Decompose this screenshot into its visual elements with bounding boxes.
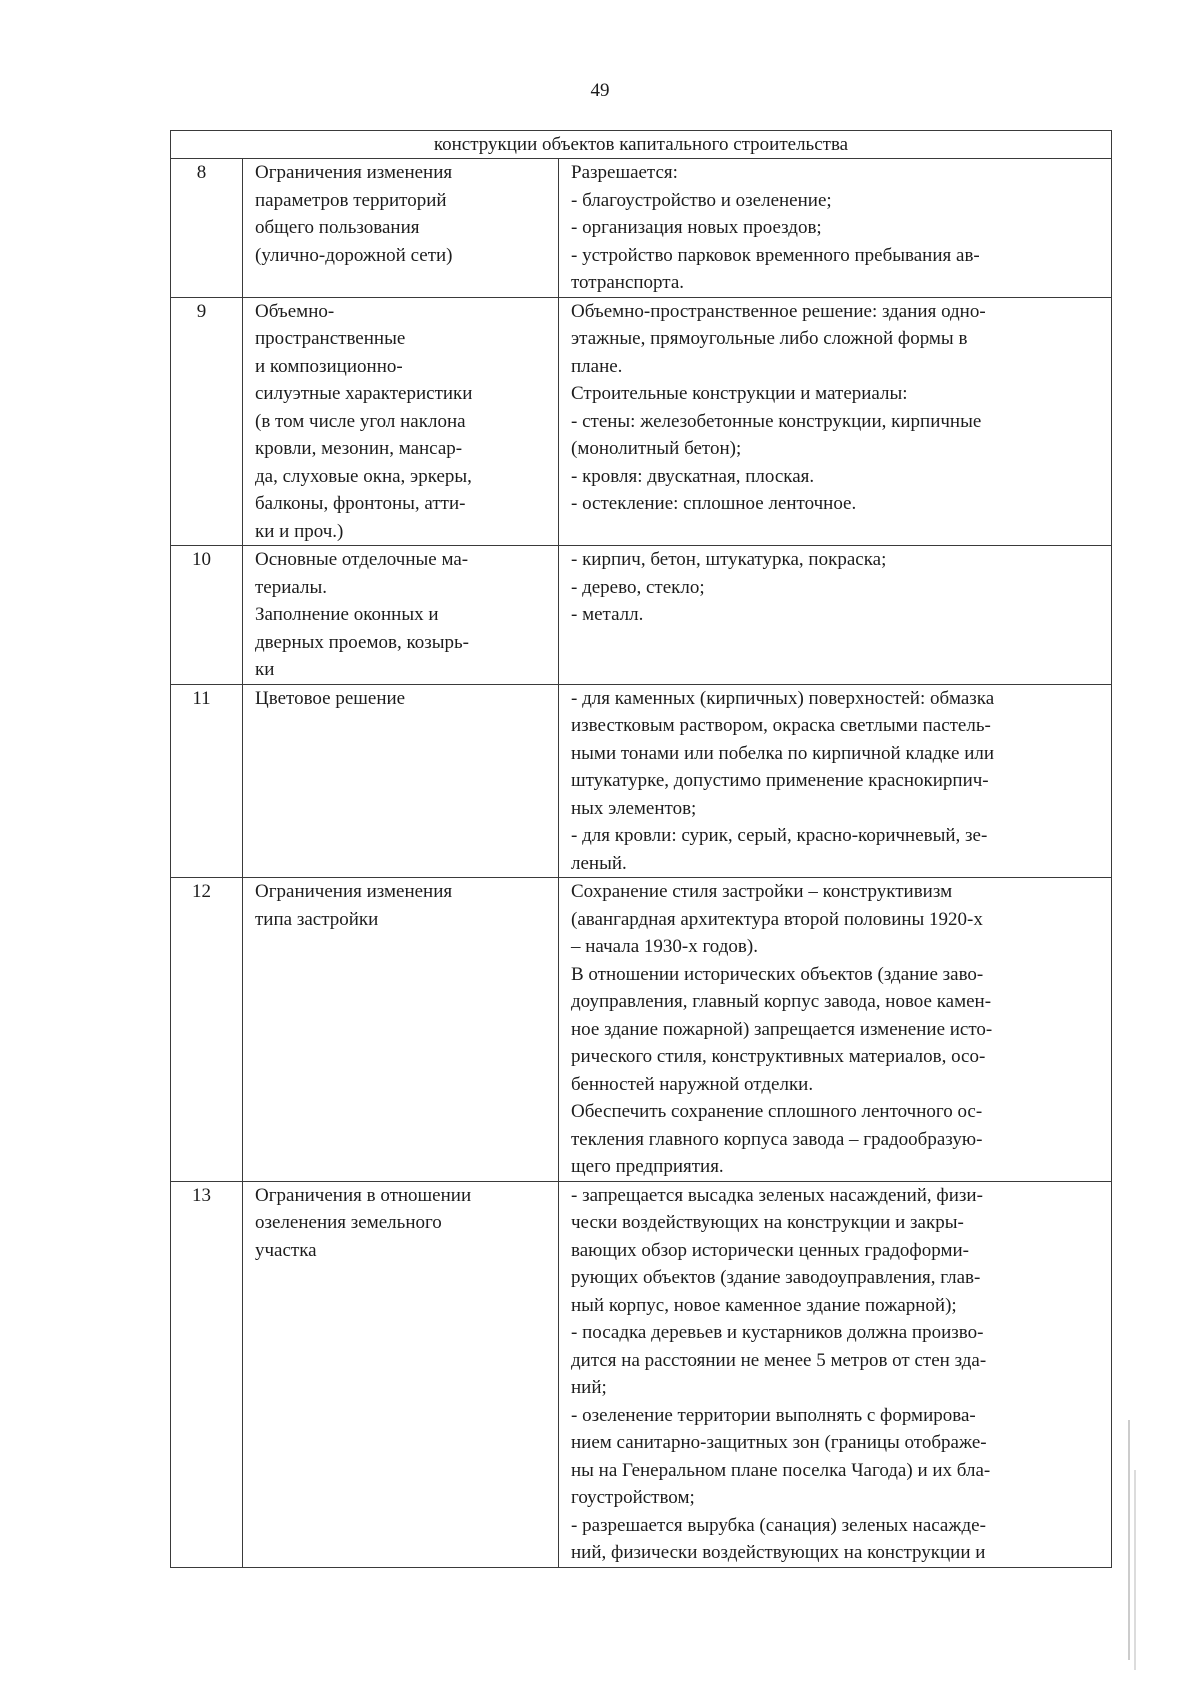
text-line: (монолитный бетон); bbox=[571, 438, 742, 459]
table-row bbox=[171, 1181, 1112, 1567]
description-cell bbox=[559, 297, 1112, 546]
text-line: озеленения земельного bbox=[255, 1212, 442, 1233]
regulations-table bbox=[170, 130, 1112, 1568]
text-line: плане. bbox=[571, 355, 623, 377]
text-line: Сохранение стиля застройки – конструктивизм bbox=[571, 881, 953, 902]
text-line: Строительные конструкции и материалы: bbox=[571, 383, 908, 404]
text-line: Ограничения в отношении bbox=[255, 1184, 472, 1206]
text-line: Цветовое решение bbox=[255, 687, 406, 709]
text-line: рующих объектов (здание заводоуправления, глав- bbox=[571, 1267, 981, 1288]
description-cell bbox=[559, 1181, 1112, 1567]
description-cell bbox=[559, 878, 1112, 1182]
text-line: - для каменных (кирпичных) поверхностей: обмазка bbox=[571, 687, 995, 709]
text-line: кровли, мезонин, мансар- bbox=[255, 438, 463, 459]
text-line: - остекление: сплошное ленточное. bbox=[571, 493, 857, 514]
text-line: рического стиля, конструктивных материалов, осо- bbox=[571, 1046, 986, 1067]
text-line: Ограничения изменения bbox=[255, 162, 453, 183]
text-line: силуэтные характеристики bbox=[255, 383, 473, 404]
text-line: Разрешается: bbox=[571, 162, 678, 183]
table-row bbox=[171, 684, 1112, 878]
text-line: - запрещается высадка зеленых насаждений, физи- bbox=[571, 1184, 983, 1206]
text-line: бенностей наружной отделки. bbox=[571, 1073, 814, 1095]
row-number: 8 bbox=[171, 159, 243, 298]
text-line: вающих обзор исторически ценных градоформи- bbox=[571, 1239, 969, 1261]
parameter-cell bbox=[243, 546, 559, 685]
text-line: териалы. bbox=[255, 576, 328, 598]
parameter-cell bbox=[243, 159, 559, 298]
text-line: и композиционно- bbox=[255, 355, 403, 377]
table-row bbox=[171, 297, 1112, 546]
parameter-cell bbox=[243, 1181, 559, 1567]
text-line: этажные, прямоугольные либо сложной формы в bbox=[571, 328, 968, 349]
text-line: ными тонами или побелка по кирпичной кладке или bbox=[571, 742, 995, 764]
text-line: - металл. bbox=[571, 604, 644, 625]
text-line: параметров территорий bbox=[255, 189, 447, 211]
text-line: В отношении исторических объектов (здание заво- bbox=[571, 963, 984, 985]
text-line: ны на Генеральном плане поселка Чагода) и их бла- bbox=[571, 1459, 991, 1481]
text-line: общего пользования bbox=[255, 217, 420, 238]
row-number: 13 bbox=[171, 1181, 243, 1567]
text-line: участка bbox=[255, 1239, 317, 1261]
table-header-row bbox=[171, 131, 1112, 159]
text-line: штукатурке, допустимо применение краснокирпич- bbox=[571, 770, 989, 791]
row-number: 12 bbox=[171, 878, 243, 1182]
text-line: - дерево, стекло; bbox=[571, 576, 705, 598]
table-row bbox=[171, 546, 1112, 685]
scan-edge-mark bbox=[1134, 1470, 1136, 1670]
text-line: ный корпус, новое каменное здание пожарной); bbox=[571, 1294, 957, 1316]
text-line: - для кровли: сурик, серый, красно-коричневый, зе- bbox=[571, 825, 988, 846]
text-line: гоустройством; bbox=[571, 1487, 695, 1508]
table-row bbox=[171, 878, 1112, 1182]
text-line: балконы, фронтоны, атти- bbox=[255, 493, 466, 514]
description-cell bbox=[559, 159, 1112, 298]
text-line: леный. bbox=[571, 852, 627, 874]
row-number: 9 bbox=[171, 297, 243, 546]
text-line: типа застройки bbox=[255, 908, 379, 930]
text-line: (улично-дорожной сети) bbox=[255, 244, 453, 266]
row-number: 11 bbox=[171, 684, 243, 878]
text-line: Основные отделочные ма- bbox=[255, 549, 469, 570]
table-row bbox=[171, 159, 1112, 298]
scan-edge-mark bbox=[1128, 1420, 1130, 1660]
text-line: тотранспорта. bbox=[571, 272, 685, 293]
text-line: дится на расстоянии не менее 5 метров от стен зда- bbox=[571, 1349, 987, 1371]
description-cell bbox=[559, 546, 1112, 685]
parameter-cell bbox=[243, 297, 559, 546]
text-line: - организация новых проездов; bbox=[571, 217, 822, 238]
parameter-cell bbox=[243, 878, 559, 1182]
text-line: доуправления, главный корпус завода, новое камен- bbox=[571, 991, 992, 1012]
text-line: да, слуховые окна, эркеры, bbox=[255, 465, 472, 487]
text-line: ное здание пожарной) запрещается изменение исто- bbox=[571, 1018, 993, 1040]
text-line: - озеленение территории выполнять с формирова- bbox=[571, 1404, 976, 1426]
text-line: щего предприятия. bbox=[571, 1156, 724, 1177]
text-line: ки и проч.) bbox=[255, 520, 344, 542]
text-line: - посадка деревьев и кустарников должна произво- bbox=[571, 1322, 984, 1343]
text-line: Объемно-пространственное решение: здания одно- bbox=[571, 300, 986, 322]
text-line: - устройство парковок временного пребывания ав- bbox=[571, 244, 980, 266]
text-line: - кирпич, бетон, штукатурка, покраска; bbox=[571, 549, 887, 570]
text-line: ных элементов; bbox=[571, 797, 697, 819]
text-line: - стены: железобетонные конструкции, кирпичные bbox=[571, 410, 982, 432]
text-line: текления главного корпуса завода – градообразую- bbox=[571, 1128, 983, 1150]
text-line: ний; bbox=[571, 1377, 607, 1398]
text-line: пространственные bbox=[255, 328, 406, 349]
text-line: - благоустройство и озеленение; bbox=[571, 189, 832, 211]
text-line: ний, физически воздействующих на конструкции и bbox=[571, 1542, 986, 1563]
text-line: Обеспечить сохранение сплошного ленточного ос- bbox=[571, 1101, 983, 1122]
text-line: (авангардная архитектура второй половины 1920-х bbox=[571, 908, 983, 930]
text-line: - разрешается вырубка (санация) зеленых насажде- bbox=[571, 1514, 986, 1536]
text-line: Заполнение оконных и bbox=[255, 604, 439, 625]
parameter-cell bbox=[243, 684, 559, 878]
text-line: Ограничения изменения bbox=[255, 881, 453, 902]
text-line: (в том числе угол наклона bbox=[255, 410, 466, 432]
text-line: - кровля: двускатная, плоская. bbox=[571, 465, 815, 487]
text-line: дверных проемов, козырь- bbox=[255, 631, 470, 653]
text-line: – начала 1930-х годов). bbox=[571, 936, 758, 957]
table-continued-header: конструкции объектов капитального строительства bbox=[171, 131, 1112, 159]
page-number: 49 bbox=[590, 80, 610, 101]
text-line: ки bbox=[255, 659, 275, 680]
text-line: Объемно- bbox=[255, 300, 335, 322]
text-line: известковым раствором, окраска светлыми пастель- bbox=[571, 715, 991, 736]
description-cell bbox=[559, 684, 1112, 878]
row-number: 10 bbox=[171, 546, 243, 685]
text-line: нием санитарно-защитных зон (границы отображе- bbox=[571, 1432, 987, 1453]
text-line: чески воздействующих на конструкции и закры- bbox=[571, 1212, 964, 1233]
